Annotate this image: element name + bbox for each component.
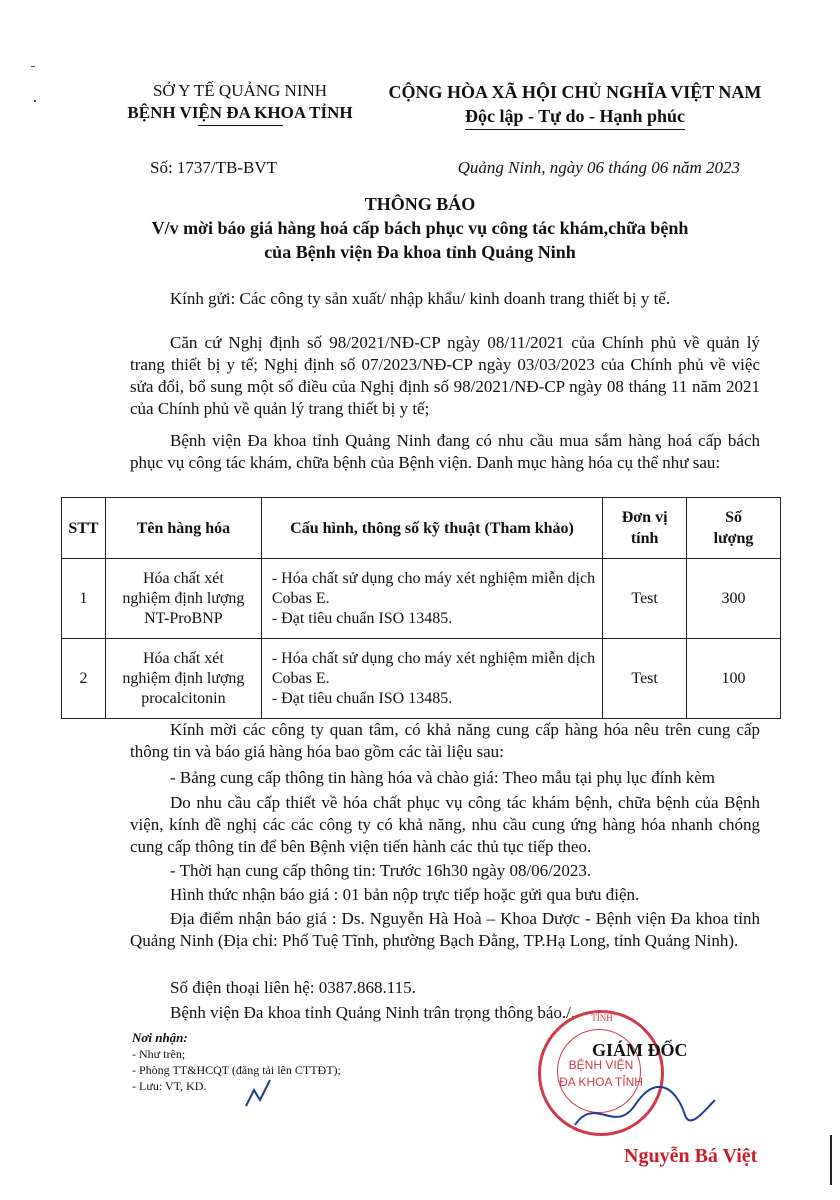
row-unit: Test <box>603 639 687 719</box>
spec-line: - Đạt tiêu chuẩn ISO 13485. <box>271 609 453 627</box>
row-spec <box>261 639 602 719</box>
handwritten-signature <box>565 1075 725 1145</box>
nation-name: CỘNG HÒA XÃ HỘI CHỦ NGHĨA VIỆT NAM <box>388 82 762 102</box>
recipient-item: - Như trên; <box>132 1047 186 1061</box>
spec-line: Cobas E. <box>271 669 330 687</box>
location-paragraph: Địa điểm nhận báo giá : Ds. Nguyễn Hà Hoà – Khoa Dược - Bệnh viện Đa khoa tỉnh Quảng Ninh (Địa chỉ: Phố Tuệ Tĩnh, phường Bạch Đằng, TP.Hạ Long, tỉnh Quảng Ninh). <box>130 909 760 950</box>
issuing-agency <box>80 80 400 124</box>
motto-underline <box>465 129 685 130</box>
title-sub-2: của Bệnh viện Đa khoa tỉnh Quảng Ninh <box>264 242 576 262</box>
spec-line: - Hóa chất sử dụng cho máy xét nghiệm miễn dịch <box>271 649 596 667</box>
row-qty: 100 <box>687 639 781 719</box>
title-main: THÔNG BÁO <box>364 194 476 214</box>
agency-name: BỆNH VIỆN ĐA KHOA TỈNH <box>127 103 353 122</box>
unit-header-line-2: tính <box>630 530 659 547</box>
table-row <box>62 559 781 639</box>
greeting: Kính gửi: Các công ty sản xuất/ nhập khẩu/ kinh doanh trang thiết bị y tế. <box>169 289 671 308</box>
col-header-spec: Cấu hình, thông số kỹ thuật (Tham khảo) <box>261 498 602 559</box>
recipient-item: - Phòng TT&HCQT (đăng tải lên CTTĐT); <box>132 1063 341 1077</box>
item-name-line: nghiệm định lượng <box>122 669 245 687</box>
title-sub-1: V/v mời báo giá hàng hoá cấp bách phục vụ công tác khám,chữa bệnh <box>151 218 689 238</box>
required-document-item: - Bảng cung cấp thông tin hàng hóa và chào giá: Theo mẫu tại phụ lục đính kèm <box>170 768 715 787</box>
item-name-line: procalcitonin <box>141 689 226 707</box>
spec-line: - Hóa chất sử dụng cho máy xét nghiệm miễn dịch <box>271 569 596 587</box>
closing-paragraph: Bệnh viện Đa khoa tỉnh Quảng Ninh trân trọng thông báo./. <box>170 1003 576 1022</box>
items-table <box>61 497 781 719</box>
table-row <box>62 639 781 719</box>
place-date: Quảng Ninh, ngày 06 tháng 06 năm 2023 <box>457 158 740 177</box>
deadline-paragraph: - Thời hạn cung cấp thông tin: Trước 16h30 ngày 08/06/2023. <box>170 861 592 880</box>
need-paragraph: Bệnh viện Đa khoa tỉnh Quảng Ninh đang có nhu cầu mua sắm hàng hoá cấp bách phục vụ công tác khám, chữa bệnh của Bệnh viện. Danh mục hàng hóa cụ thể như sau: <box>130 431 760 472</box>
row-qty: 300 <box>687 559 781 639</box>
col-header-qty <box>687 498 781 559</box>
col-header-stt: STT <box>62 498 106 559</box>
notice-title <box>60 192 780 264</box>
legal-basis-paragraph: Căn cứ Nghị định số 98/2021/NĐ-CP ngày 08/11/2021 của Chính phủ về quản lý trang thiết bị y tế; Nghị định số 07/2023/NĐ-CP ngày 03/03/2023 của Chính phủ về việc sửa đổi, bổ sung một số điều của Nghị định số 98/2021/NĐ-CP ngày 08 tháng 11 năm 2021 của Chính phủ về quản lý trang thiết bị y tế; <box>130 333 760 418</box>
qty-header-line-2: lượng <box>713 530 754 547</box>
method-paragraph: Hình thức nhận báo giá : 01 bản nộp trực tiếp hoặc gửi qua bưu điện. <box>170 885 640 904</box>
qty-header-line-1: Số <box>725 509 742 526</box>
agency-underline <box>198 125 283 126</box>
recipient-item: - Lưu: VT, KD. <box>132 1079 207 1093</box>
scan-mark <box>31 66 35 67</box>
scan-mark <box>34 100 36 102</box>
spec-line: Cobas E. <box>271 589 330 607</box>
initial-scribble <box>240 1072 280 1112</box>
row-unit: Test <box>603 559 687 639</box>
urgency-paragraph: Do nhu cầu cấp thiết về hóa chất phục vụ công tác khám bệnh, chữa bệnh của Bệnh viện, kính đề nghị các các công ty có khả năng, nhu cầu cung ứng hàng hóa nhanh chóng cung cấp thông tin để bên Bệnh viện tiến hành các thủ tục tiếp theo. <box>130 793 760 856</box>
recipients-block <box>132 1030 341 1094</box>
row-spec <box>261 559 602 639</box>
scribble-stroke <box>246 1080 270 1106</box>
signer-title: GIÁM ĐỐC <box>592 1040 688 1060</box>
signature-stroke <box>575 1087 715 1125</box>
spec-line: - Đạt tiêu chuẩn ISO 13485. <box>271 689 453 707</box>
item-name-line: NT-ProBNP <box>144 609 223 627</box>
row-stt: 2 <box>62 639 106 719</box>
row-item-name <box>105 639 261 719</box>
document-number: Số: 1737/TB-BVT <box>150 158 278 177</box>
recipients-label: Nơi nhận: <box>132 1030 188 1045</box>
table-header-row <box>62 498 781 559</box>
invite-paragraph: Kính mời các công ty quan tâm, có khả năng cung cấp hàng hóa nêu trên cung cấp thông tin và báo giá hàng hóa bao gồm các tài liệu sau: <box>130 720 760 761</box>
seal-ring-text: TỈNH <box>591 1013 613 1023</box>
seal-line-2: ĐA KHOA TỈNH <box>559 1075 643 1089</box>
scan-edge-mark <box>830 1135 832 1185</box>
signer-name: Nguyễn Bá Việt <box>624 1145 758 1167</box>
row-item-name <box>105 559 261 639</box>
item-name-line: Hóa chất xét <box>142 569 224 587</box>
national-motto <box>365 80 785 128</box>
item-name-line: Hóa chất xét <box>142 649 224 667</box>
agency-parent: SỞ Y TẾ QUẢNG NINH <box>152 81 328 100</box>
unit-header-line-1: Đơn vị <box>621 509 668 526</box>
phone-paragraph: Số điện thoại liên hệ: 0387.868.115. <box>170 978 416 997</box>
col-header-name: Tên hàng hóa <box>105 498 261 559</box>
col-header-unit <box>603 498 687 559</box>
row-stt: 1 <box>62 559 106 639</box>
motto: Độc lập - Tự do - Hạnh phúc <box>464 106 686 126</box>
seal-line-1: BỆNH VIỆN <box>568 1058 634 1072</box>
item-name-line: nghiệm định lượng <box>122 589 245 607</box>
